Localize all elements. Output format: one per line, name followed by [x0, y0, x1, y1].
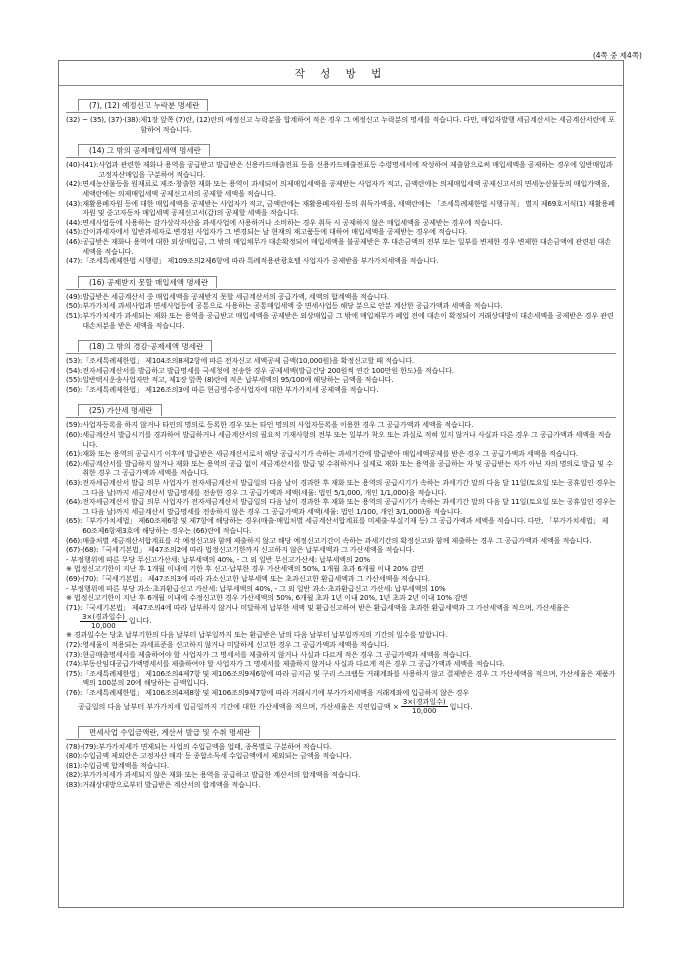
note-line: ※ 경과일수는 당초 납부기한의 다음 날부터 납부일까지 또는 환급받은 날의 다음 날부터 납부일까지의 기간의 일수를 말합니다.	[66, 630, 448, 640]
item-number: (49):	[66, 291, 83, 301]
item-text: 일반택시운송사업자만 적고, 제1장 앞쪽 (8)란에 적은 납부세액의 95/100에 해당하는 금액을 적습니다.	[82, 375, 394, 385]
instruction-item	[66, 301, 616, 311]
item-text: 재화 또는 용역의 공급시기 이후에 발급받은 세금계산서로서 해당 공급시기가 속하는 과세기간에 발급받아 매입세액공제를 받은 경우 그 공급가액과 세액을 적습니다.	[82, 449, 578, 459]
section-body	[66, 289, 616, 330]
section-body	[66, 739, 616, 790]
item-text: 「부가가치세법」 제60조제6항 및 제7항에 해당하는 경우(매출·매입처별 세금계산서합계표를 미제출·부실기재 등) 그 공급가액과 세액을 적습니다. 다만, 「부가가치세법」 제60조제6항제3호에 해당하는 경우는 (66)란에 적습니다.	[82, 516, 609, 535]
item-text: 현금매출명세서를 제출하여야 할 사업자가 그 명세서를 제출하지 않거나 사실과 다르게 적은 경우 그 공급가액과 세액을 적습니다.	[82, 649, 472, 659]
instruction-item	[66, 430, 616, 449]
item-text: 「조세특례제한법」 제104조의8제2항에 따른 전자신고 세액공제 금액(10,000원)을 확정신고할 때 적습니다.	[82, 356, 414, 366]
item-number: (69)·(70):	[66, 573, 99, 583]
item-text: 부동산임대공급가액명세서를 제출하여야 할 사업자가 그 명세서를 제출하지 않거나 사실과 다르게 적은 경우 그 공급가액과 세액을 적습니다.	[82, 659, 505, 669]
item-number: (61):	[66, 449, 83, 459]
item-text: 매출처별 세금계산서합계표를 각 예정신고와 함께 제출하지 않고 해당 예정신고기간이 속하는 과세기간의 확정신고와 함께 제출하는 경우 그 공급가액과 세액을 적습니다.	[82, 535, 592, 545]
formula-line	[66, 612, 616, 630]
item-text: 면세사업등에 사용하는 감가상각자산을 과세사업에 사용하거나 소비하는 경우 취득 시 공제하지 않은 매입세액을 공제받는 경우에 적습니다.	[82, 217, 503, 227]
item-text: 공급받은 재화나 용역에 대한 외상매입금, 그 밖의 매입채무가 대손확정되어 매입세액을 불공제받은 후 대손금액의 전부 또는 일부를 변제한 경우 변제한 대손금액에 관련된 대손세액을 적습니다.	[82, 236, 612, 256]
instruction-item	[66, 780, 616, 790]
instruction-item	[66, 761, 616, 771]
item-text: 제1장 앞쪽 (7)란, (12)란의 예정신고 누락분을 합계하여 적은 경우 그 예정신고 누락분의 명세를 적습니다. 다만, 매입자발행 세금계산서는 세금계산서란에 포함하여 적습니다.	[140, 115, 615, 134]
section-heading: (14) 그 밖의 공제매입세액 명세란	[78, 144, 210, 156]
item-text: 「조세특례제한법」 제106조의4제7항 및 제106조의9제6항에 따라 금지금 및 구리 스크랩등 거래계좌를 사용하지 않고 결제받은 경우 그 가산세액을 적으며, 가산세율은 제품가액의 100분의 20에 해당하는 금액입니다.	[82, 668, 616, 688]
item-number: (54):	[66, 365, 83, 375]
item-number: (55):	[66, 375, 83, 385]
fraction	[401, 698, 448, 715]
instruction-item	[66, 545, 616, 555]
item-text: 전자세금계산서를 발급하고 발급명세를 국세청에 전송한 경우 공제세액(발급건당 200원씩 연간 100만원 한도)을 적습니다.	[82, 365, 454, 375]
item-text: 「조세특례제한법」 제106조의4제8항 및 제106조의9제7항에 따라 거래시기에 부가가치세액을 거래계좌에 입금하지 않은 경우	[82, 687, 470, 697]
fraction-numerator: 3×(경과일수)	[402, 698, 446, 706]
instruction-item	[66, 497, 616, 516]
fraction-denominator: 10,000	[411, 707, 437, 715]
item-number: (50):	[66, 301, 83, 311]
item-number: (46):	[66, 236, 83, 246]
item-number: (60):	[66, 430, 83, 440]
item-number: (71):	[66, 602, 83, 612]
item-text: 발급받은 세금계산서 중 매입세액을 공제받지 못할 세금계산서의 공급가액, 세액의 합계액을 적습니다.	[82, 291, 389, 301]
item-text: 「국세기본법」 제47조의4에 따라 납부하지 않거나 미달하게 납부한 세액 및 환급신고하여 받은 환급세액을 초과한 환급세액과 그 가산세액을 적으며, 가산세율은	[82, 602, 570, 612]
item-text: 부가가치세 과세사업과 면세사업등에 공통으로 사용하는 공통매입세액 중 면세사업등 해당 분으로 안분 계산한 공급가액과 세액을 적습니다.	[82, 301, 503, 311]
instruction-item	[66, 770, 616, 780]
item-number: (78)·(79):	[66, 741, 99, 751]
item-text: 거래상대방으로부터 발급받은 계산서의 합계액을 적습니다.	[82, 779, 261, 789]
section-heading: (7), (12) 예정신고 누락분 명세란	[78, 99, 208, 111]
instruction-item	[66, 650, 616, 660]
section	[66, 720, 616, 790]
instruction-item	[66, 366, 616, 376]
section-body	[66, 112, 616, 134]
item-number: (76):	[66, 687, 83, 697]
instruction-item	[66, 292, 616, 302]
formula-suffix: 입니다.	[449, 701, 473, 711]
page-title: 작 성 방 법	[59, 61, 623, 86]
item-number: (75):	[66, 668, 83, 678]
item-number: (73):	[66, 649, 83, 659]
fraction-denominator: 10,000	[91, 621, 116, 630]
instruction-item	[66, 659, 616, 669]
item-text: 면세농산물등을 원재료로 제조·창출한 재화 또는 용역이 과세되어 의제매입세액을 공제받는 사업자가 적고, 금액란에는 의제매입세액 공제신고서의 면세농산물등의 매입가액을, 세액란에는 의제매입세액 공제신고서의 공제할 세액을 적습니다.	[82, 179, 610, 198]
instruction-item	[66, 603, 616, 613]
item-number: (82):	[66, 770, 83, 780]
item-number: (40)·(41):	[66, 160, 99, 170]
formula-prefix: 공급일의 다음 날부터 부가가치세 입금일까지 기간에 대한 가산세액을 적으며, 가산세율은 지연입금액 ×	[78, 701, 399, 711]
section-heading: (25) 가산세 명세란	[78, 404, 162, 416]
instruction-item	[66, 536, 616, 546]
item-number: (64):	[66, 497, 83, 507]
item-text: 「국세기본법」 제47조의2에 따라 법정신고기한까지 신고하지 않은 납부세액과 그 가산세액을 적습니다.	[98, 545, 415, 555]
item-text: 「조세특례제한법」 제126조의3에 따른 현금영수증사업자에 대한 부가가치세 공제액을 적습니다.	[82, 384, 379, 394]
item-text: 「국세기본법」 제47조의3에 따라 과소신고한 납부세액 또는 초과신고한 환급세액과 그 가산세액을 적습니다.	[98, 573, 430, 583]
section	[66, 398, 616, 715]
item-text: 세금계산서를 발급하지 않거나 재화 또는 용역의 공급 없이 세금계산서를 발급 및 수취하거나 실제로 재화 또는 용역을 공급하는 자 및 공급받는 자가 아닌 자의 명의로 발급 및 수취한 경우 그 공급가액과 세액을 적습니다.	[82, 458, 613, 478]
instruction-item	[66, 742, 616, 752]
note-line: - 부정행위에 따른 부당 과소·초과환급신고 가산세: 납부세액의 40%, - 그 외 일반 과소·초과환급신고 가산세: 납부세액의 10%	[66, 583, 446, 593]
instruction-item	[66, 237, 616, 256]
item-text: 전자세금계산서 발급 의무 사업자가 전자세금계산서 발급일의 다음 날이 경과한 후 재화 또는 용역의 공급시기가 속하는 과세기간 말의 다음 달 11일(토요일 또는 공휴일인 경우는 그 다음 날)까지 세금계산서 발급명세를 전송한 경우 그 공급가액과 세액(세율: 법인 5/1,000, 개인 1/1,000)을 적습니다.	[82, 478, 616, 497]
section-heading: 면세사업 수입금액란, 계산서 발급 및 수취 명세란	[78, 726, 260, 738]
instruction-item	[66, 218, 616, 228]
item-number: (74):	[66, 659, 83, 669]
item-number: (53):	[66, 356, 83, 366]
instruction-item	[66, 574, 616, 584]
formula-line	[66, 698, 616, 716]
item-number: (66):	[66, 535, 83, 545]
item-text: 사업자등록을 하지 않거나 타인의 명의로 등록한 경우 또는 타인 명의의 사업자등록을 이용한 경우 그 공급가액과 세액을 적습니다.	[82, 420, 474, 430]
instruction-item	[66, 179, 616, 198]
section	[66, 138, 616, 266]
item-number: (80):	[66, 751, 83, 761]
item-number: (72):	[66, 639, 83, 649]
item-number: (47):	[66, 256, 83, 266]
item-text: 영세율이 적용되는 과세표준을 신고하지 않거나 미달하게 신고한 경우 그 공급가액과 세액을 적습니다.	[82, 639, 389, 649]
instruction-item	[66, 449, 616, 459]
instruction-item	[66, 256, 616, 266]
instruction-item	[66, 751, 616, 761]
item-text: 수입금액 합계액을 적습니다.	[82, 760, 169, 770]
section-heading: (18) 그 밖의 경감·공제세액 명세란	[78, 340, 212, 352]
section-body	[66, 157, 616, 266]
note-line: ※ 법정신고기한이 지난 후 1개월 이내에 기한 후 신고·납부한 경우 가산세액의 50%, 1개월 초과 6개월 이내 20% 감면	[66, 564, 424, 574]
instruction-item	[66, 115, 616, 134]
note-line: ※ 법정신고기한이 지난 후 6개월 이내에 수정신고한 경우 가산세액의 50%, 6개월 초과 1년 이내 20%, 1년 초과 2년 이내 10% 감면	[66, 593, 468, 603]
page-number: (4쪽 중 제4쪽)	[592, 51, 642, 60]
item-number: (65):	[66, 516, 83, 526]
instruction-item	[66, 227, 616, 237]
instruction-item	[66, 640, 616, 650]
item-number: (83):	[66, 779, 83, 789]
item-text: 부가가치세가 과세되지 않은 재화 또는 용역을 공급하고 발급한 계산서의 합계액을 적습니다.	[82, 770, 361, 780]
instruction-item	[66, 199, 616, 218]
item-number: (63):	[66, 478, 83, 488]
item-number: (42):	[66, 179, 83, 189]
instruction-item	[66, 459, 616, 478]
item-text: 간이과세자에서 일반과세자로 변경된 사업자가 그 변경되는 날 현재의 재고품등에 대하여 매입세액을 공제받는 경우에 적습니다.	[82, 227, 467, 237]
section	[66, 334, 616, 394]
item-number: (45):	[66, 227, 83, 237]
item-text: 부가가치세가 과세되는 재화 또는 용역을 공급받고 매입세액을 공제받은 외상매입금 그 밖에 매입채무가 폐업 전에 대손이 확정되어 거래상대방이 대손세액을 공제받은 경우 관련 대손처분을 받은 세액을 적습니다.	[82, 310, 614, 330]
item-text: 세금계산서 발급시기를 경과하여 발급하거나 세금계산서의 필요적 기재사항의 전부 또는 일부가 착오 또는 과실로 적혀 있지 않거나 사실과 다른 경우 그 공급가액과 세액을 적습니다.	[82, 430, 612, 449]
instruction-item	[66, 669, 616, 688]
section-heading: (16) 공제받지 못할 매입세액 명세란	[78, 276, 217, 288]
item-text: 부가가치세가 면제되는 사업의 수입금액을 업태, 종목별로 구분하여 적습니다.	[98, 741, 332, 751]
item-text: 재활용폐자원 등에 대한 매입세액을 공제받는 사업자가 적고, 금액란에는 재활용폐자원 등의 취득가액을, 세액란에는 「조세특례제한법 시행규칙」 별지 제69호서식(1) 재활용폐자원 및 중고자동차 매입세액 공제신고서(갑)의 공제할 세액을 적습니다.	[82, 198, 615, 218]
formula-suffix: 입니다.	[128, 616, 152, 626]
item-number: (43):	[66, 198, 83, 208]
item-text: 「조세특례제한법 시행령」 제109조의2제6항에 따라 특례적용관광호텔 사업자가 공제받을 부가가치세액을 적습니다.	[82, 256, 439, 266]
item-number: (67)·(68):	[66, 545, 99, 555]
item-number: (56):	[66, 384, 83, 394]
item-number: (44):	[66, 217, 83, 227]
instruction-item	[66, 385, 616, 395]
instruction-item	[66, 688, 616, 698]
item-text: 전자세금계산서 발급 의무 사업자가 전자세금계산서 발급일의 다음 날이 경과한 후 재화 또는 용역의 공급시기가 속하는 과세기간 말의 다음 달 11일(토요일 또는 공휴일인 경우는 그 다음 날)까지 세금계산서 발급명세를 전송하지 않은 경우 그 공급가액과 세액(세율: 법인 1/100, 개인 3/1,000)을 적습니다.	[82, 497, 616, 516]
document-frame	[58, 60, 624, 908]
instruction-item	[66, 356, 616, 366]
item-number: (51):	[66, 310, 83, 320]
instruction-item	[66, 420, 616, 430]
item-text: 사업과 관련한 재화나 용역을 공급받고 발급받은 신용카드매출전표 등을 신용카드매출전표등 수령명세서에 작성하여 제출함으로써 매입세액을 공제하는 경우에 일반매입과 고정자산매입을 구분하여 적습니다.	[98, 160, 613, 179]
item-number: (62):	[66, 458, 83, 468]
instruction-item	[66, 375, 616, 385]
fraction	[80, 613, 127, 630]
item-text: 수입금액 제외란은 고정자산 매각 등 종합소득세 수입금액에서 제외되는 금액을 적습니다.	[82, 751, 352, 761]
section-body	[66, 353, 616, 394]
instruction-item	[66, 160, 616, 179]
item-number: (32) ~ (35), (37)·(38):	[66, 115, 141, 124]
section	[66, 270, 616, 330]
item-number: (59):	[66, 420, 83, 430]
instructions-content	[59, 86, 623, 789]
instruction-item	[66, 516, 616, 535]
note-line: - 부정행위에 따른 무당 무신고가산세: 납부세액의 40%, - 그 외 일반 무신고가산세: 납부세액의 20%	[66, 554, 370, 564]
instruction-item	[66, 311, 616, 330]
section-body	[66, 417, 616, 715]
item-number: (81):	[66, 760, 83, 770]
fraction-numerator: 3×(경과일수)	[82, 612, 125, 621]
instruction-item	[66, 478, 616, 497]
section	[66, 93, 616, 134]
